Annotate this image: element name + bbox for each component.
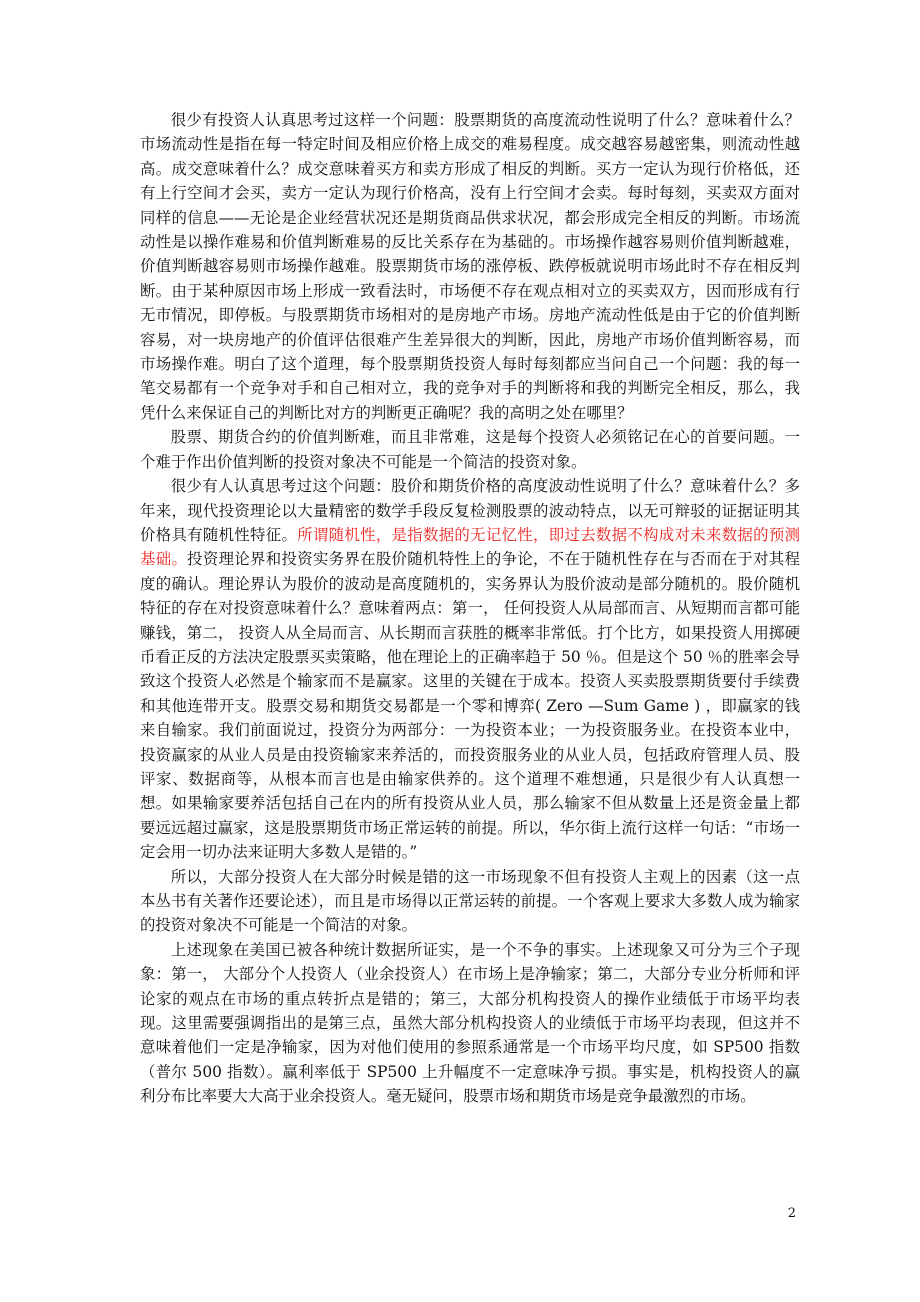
- paragraph-volatility-intro: 很少有人认真思考过这个问题：股价和期货价格的高度波动性说明了什么？意味着什么？多年来，现代投资理论以大量精密的数学手段反复检测股票的波动特点，以无可辩驳的证据证明其价格具有随机性特征。: [140, 477, 800, 544]
- page-number: 2: [787, 1206, 796, 1221]
- document-body: [140, 108, 800, 1109]
- paragraph-value-judgment: 股票、期货合约的价值判断难，而且非常难，这是每个投资人必须铭记在心的首要问题。一个难于作出价值判断的投资对象决不可能是一个简洁的投资对象。: [140, 428, 800, 471]
- paragraph-liquidity: 很少有投资人认真思考过这样一个问题：股票期货的高度流动性说明了什么？意味着什么？市场流动性是指在每一特定时间及相应价格上成交的难易程度。成交越容易越密集，则流动性越高。成交意味着什么？成交意味着买方和卖方形成了相反的判断。买方一定认为现行价格低，还有上行空间才会买，卖方一定认为现行价格高，没有上行空间才会卖。每时每刻，买卖双方面对同样的信息——无论是企业经营状况还是期货商品供求状况，都会形成完全相反的判断。市场流动性是以操作难易和价值判断难易的反比关系存在为基础的。市场操作越容易则价值判断越难，价值判断越容易则市场操作越难。股票期货市场的涨停板、跌停板就说明市场此时不存在相反判断。由于某种原因市场上形成一致看法时，市场便不存在观点相对立的买卖双方，因而形成有行无市情况，即停板。与股票期货市场相对的是房地产市场。房地产流动性低是由于它的价值判断容易，对一块房地产的价值评估很难产生差异很大的判断，因此，房地产市场价值判断容易，而市场操作难。明白了这个道理，每个股票期货投资人每时每刻都应当问自己一个问题：我的每一笔交易都有一个竞争对手和自己相对立，我的竞争对手的判断将和我的判断完全相反，那么，我凭什么来保证自己的判断比对方的判断更正确呢？我的高明之处在哪里？: [140, 111, 800, 422]
- highlighted-randomness-definition: 所谓随机性，是指数据的无记忆性，即过去数据不构成对未来数据的预测基础。: [140, 525, 800, 569]
- paragraph-volatility-body: 投资理论界和投资实务界在股价随机特性上的争论，不在于随机性存在与否而在于对其程度的确认。理论界认为股价的波动是高度随机的，实务界认为股价波动是部分随机的。股价随机特征的存在对投资意味着什么？意味着两点：第一， 任何投资人从局部而言、从短期而言都可能赚钱，第二， 投资人从全局而言、从长期而言获胜的概率非常低。打个比方，如果投资人用掷硬币看正反的方法决定股票买卖策略，他在理论上的正确率趋于 50 ％。但是这个 50 ％的胜率会导致这个投资人必然是个输家而不是赢家。这里的关键在于成本。投资人买卖股票期货要付手续费和其他连带开支。股票交易和期货交易都是一个零和博弈( Zero —Sum Game ) ，即赢家的钱来自输家。我们前面说过，投资分为两部分：一为投资本业；一为投资服务业。在投资本业中，投资赢家的从业人员是由投资输家来养活的，而投资服务业的从业人员，包括政府管理人员、股评家、数据商等，从根本而言也是由输家供养的。这个道理不难想通，只是很少有人认真想一想。如果输家要养活包括自己在内的所有投资从业人员，那么输家不但从数量上还是资金量上都要远远超过赢家，这是股票期货市场正常运转的前提。所以，华尔街上流行这样一句话：“市场一定会用一切办法来证明大多数人是错的。”: [140, 550, 800, 862]
- paragraph-us-statistics: 上述现象在美国已被各种统计数据所证实，是一个不争的事实。上述现象又可分为三个子现象：第一， 大部分个人投资人（业余投资人）在市场上是净输家；第二，大部分专业分析师和评论家的观点在市场的重点转折点是错的；第三，大部分机构投资人的操作业绩低于市场平均表现。这里需要强调指出的是第三点，虽然大部分机构投资人的业绩低于市场平均表现，但这并不意味着他们一定是净输家，因为对他们使用的参照系通常是一个市场平均尺度，如 SP500 指数（普尔 500 指数）。赢利率低于 SP500 上升幅度不一定意味净亏损。事实是，机构投资人的赢利分布比率要大大高于业余投资人。毫无疑问，股票市场和期货市场是竞争最激烈的市场。: [140, 940, 800, 1106]
- paragraph-majority-wrong: 所以，大部分投资人在大部分时候是错的这一市场现象不但有投资人主观上的因素（这一点本丛书有关著作还要论述），而且是市场得以正常运转的前提。一个客观上要求大多数人成为输家的投资对象决不可能是一个简洁的对象。: [140, 867, 800, 935]
- paragraph-volatility: [140, 474, 800, 865]
